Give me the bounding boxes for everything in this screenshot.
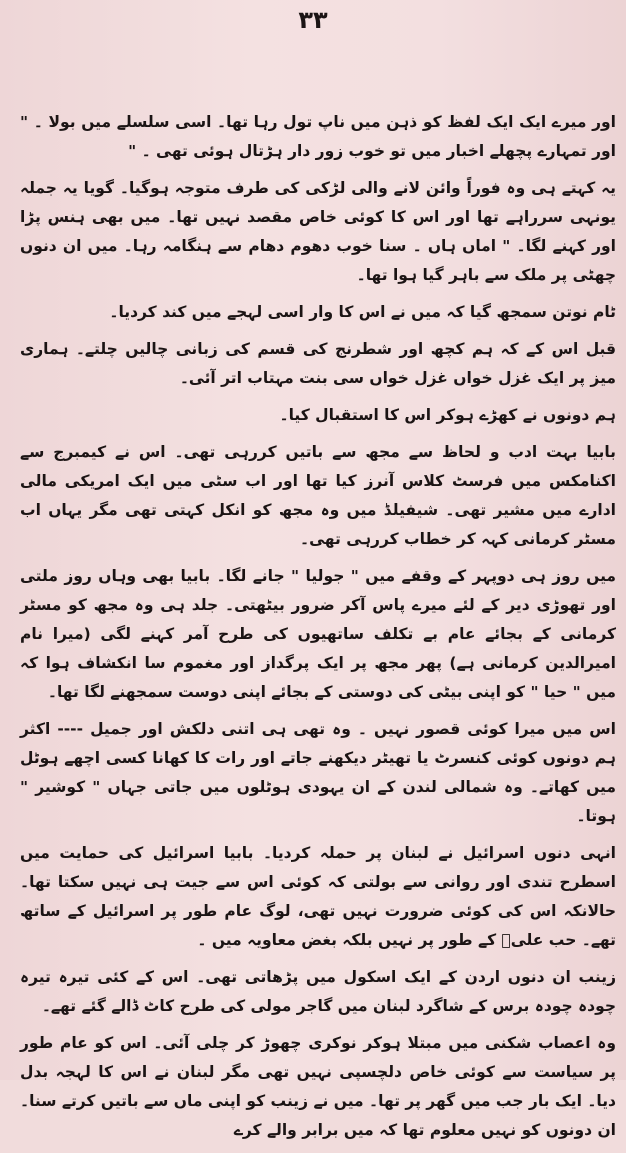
paragraph-9: انہی دنوں اسرائیل نے لبنان پر حملہ کردیا۔ بابیا اسرائیل کی حمایت میں اسطرح تندی اور روانی سے بولتی کہ کوئی اس سے جیت ہی نہیں سکتا تھا۔ حالانکہ اس کی کوئی ضرورت نہیں تھی، لوگ عام طور پر اسرائیل کے ساتھ تھے۔ حب علیؓ کے طور پر نہیں بلکہ بغض معاویہ میں ۔	[20, 844, 616, 949]
paragraph-1: اور میرے ایک ایک لفظ کو ذہن میں ناپ تول رہا تھا۔ اسی سلسلے میں بولا ۔ " اور تمہارے پچھلے اخبار میں تو خوب زور دار ہڑتال ہوئی تھی ۔ "	[20, 113, 616, 160]
paragraph-7: میں روز ہی دوپہر کے وقفے میں " جولیا " جانے لگا۔ بابیا بھی وہاں روز ملتی اور تھوڑی دیر کے لئے میرے پاس آکر ضرور بیٹھتی۔ جلد ہی وہ مجھ کو مسٹر کرمانی کے بجائے عام بے تکلف ساتھیوں کی طرح آمر کہنے لگی (میرا نام امیرالدین کرمانی ہے) پھر مجھ پر ایک پرگداز اور مغموم سا انکشاف ہوا کہ میں " حیا " کو اپنی بیٹی کی دوستی کے بجائے اپنی دوست سمجھنے لگا تھا۔	[20, 567, 616, 701]
paragraph-8: اس میں میرا کوئی قصور نہیں ۔ وہ تھی ہی اتنی دلکش اور جمیل ---- اکثر ہم دونوں کوئی کنسرٹ یا تھیٹر دیکھنے جاتے اور رات کا کھانا کسی اچھے ہوٹل میں کھاتے۔ وہ شمالی لندن کے ان یہودی ہوٹلوں میں جاتی جہاں " کوشیر " ہوتا۔	[20, 720, 616, 825]
paragraph-4: قبل اس کے کہ ہم کچھ اور شطرنج کی قسم کی زبانی چالیں چلتے۔ ہماری میز پر ایک غزل خواں غزل خواں سی بنت مہتاب اتر آئی۔	[20, 340, 616, 387]
paragraph-5: ہم دونوں نے کھڑے ہوکر اس کا استقبال کیا۔	[279, 406, 616, 424]
body-text	[20, 108, 616, 1153]
paragraph-10: زینب ان دنوں اردن کے ایک اسکول میں پڑھاتی تھی۔ اس کے کئی تیرہ تیرہ چودہ چودہ برس کے شاگرد لبنان میں گاجر مولی کی طرح کاٹ ڈالے گئے تھے۔	[20, 968, 616, 1015]
paragraph-11: وہ اعصاب شکنی میں مبتلا ہوکر نوکری چھوڑ کر چلی آئی۔ اس کو عام طور پر سیاست سے کوئی خاص دلچسپی نہیں تھی مگر لبنان نے اس کا لہجہ بدل دیا۔ ایک بار جب میں گھر پر تھا۔ میں نے زینب کو اپنی ماں سے باتیں کرتے سنا۔ ان دونوں کو نہیں معلوم تھا کہ میں برابر والے کرے	[20, 1034, 616, 1139]
paragraph-2: یہ کہتے ہی وہ فوراً وائن لانے والی لڑکی کی طرف متوجہ ہوگیا۔ گویا یہ جملہ یونہی سرراہے تھا اور اس کا کوئی خاص مقصد نہیں تھا۔ میں بھی ہنس پڑا اور کہنے لگا۔ " اماں ہاں ۔ سنا خوب دھوم دھام سے ہنگامہ رہا۔ میں ان دنوں چھٹی پر ملک سے باہر گیا ہوا تھا۔	[20, 179, 616, 284]
paragraph-6: بابیا بہت ادب و لحاظ سے مجھ سے باتیں کررہی تھی۔ اس نے کیمبرج سے اکنامکس میں فرسٹ کلاس آنرز کیا تھا اور اب سٹی میں ایک امریکی مالی ادارے میں مشیر تھی۔ شیفیلڈ میں وہ مجھ کو انکل کہتی تھی مگر یہاں اب مسٹر کرمانی کہہ کر خطاب کررہی تھی۔	[20, 443, 616, 548]
paragraph-3: ٹام نوتن سمجھ گیا کہ میں نے اس کا وار اسی لہجے میں کند کردیا۔	[109, 303, 616, 321]
page-number: ۳۳	[298, 6, 328, 34]
